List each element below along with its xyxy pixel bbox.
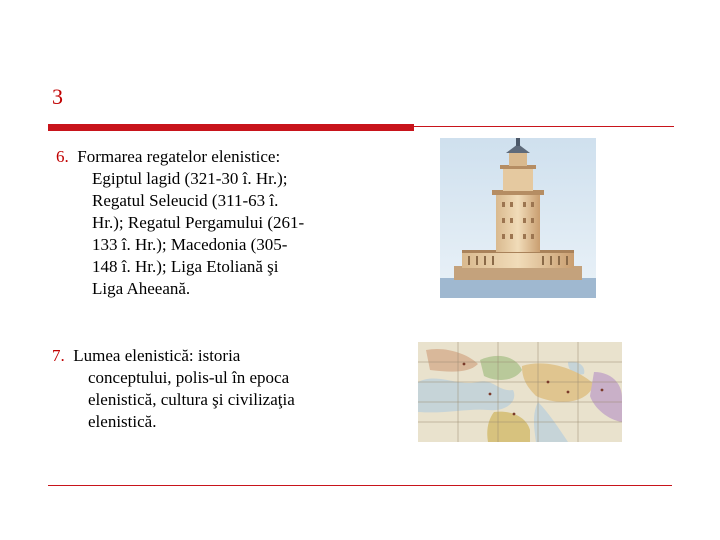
map-image bbox=[418, 342, 622, 442]
bottom-rule bbox=[48, 485, 672, 486]
item-text-line: 133 î. Hr.); Macedonia (305- bbox=[92, 235, 288, 254]
list-item-6 bbox=[56, 146, 356, 300]
item-number: 6. bbox=[56, 147, 69, 166]
title-rule-thin bbox=[414, 126, 674, 127]
item-text-line: Regatul Seleucid (311-63 î. bbox=[92, 191, 279, 210]
item-text: Lumea elenistică: istoria bbox=[73, 346, 241, 365]
item-text-line: Hr.); Regatul Pergamului (261- bbox=[92, 213, 305, 232]
item-text-line: elenistică, cultura şi civilizaţia bbox=[88, 390, 295, 409]
title-rule-thick bbox=[48, 124, 414, 131]
item-text-line: 148 î. Hr.); Liga Etoliană şi bbox=[92, 257, 279, 276]
item-text-line: Egiptul lagid (321-30 î. Hr.); bbox=[92, 169, 288, 188]
item-text-line: conceptului, polis-ul în epoca bbox=[88, 368, 290, 387]
item-text-line: Liga Aheeană. bbox=[92, 279, 191, 298]
item-text: Formarea regatelor elenistice: bbox=[77, 147, 281, 166]
slide-number: 3 bbox=[52, 84, 63, 109]
item-text-line: elenistică. bbox=[88, 412, 157, 431]
lighthouse-image bbox=[440, 138, 596, 298]
item-number: 7. bbox=[52, 346, 65, 365]
list-item-7 bbox=[52, 345, 352, 433]
